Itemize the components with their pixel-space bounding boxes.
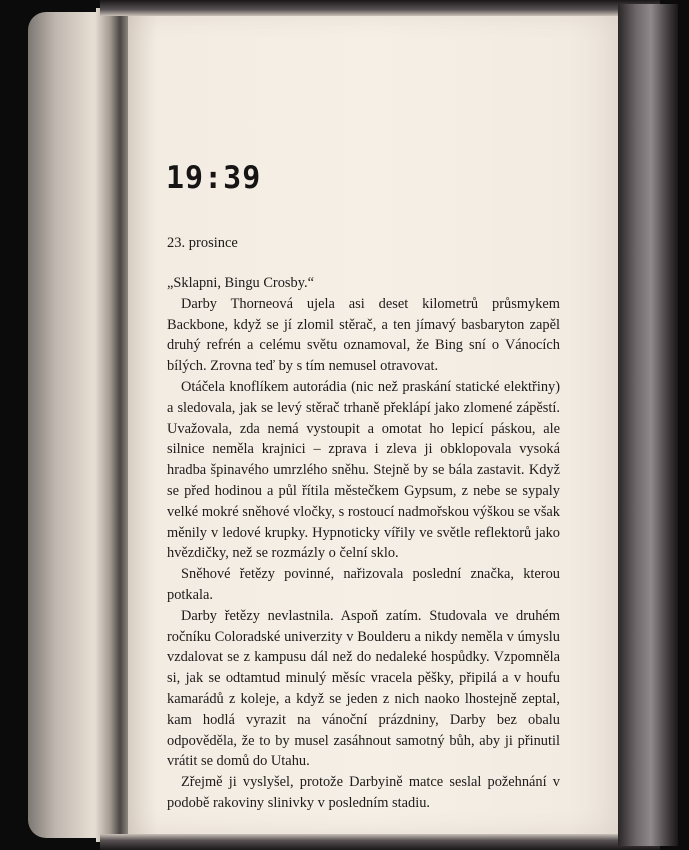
chapter-time-heading: 19:39 (166, 159, 262, 197)
page-stack-right (618, 4, 678, 846)
chapter-date: 23. prosince (167, 235, 238, 251)
paragraph: „Sklapni, Bingu Crosby.“ (167, 275, 314, 291)
paragraph: Otáčela knoflíkem autorádia (nic než praskání statické elektřiny) a sledovala, jak se levý stěrač trhaně překlápí jako zlomené zápěstí. Uvažovala, zda nemá vystoupit a omotat ho lepicí páskou, ale silnice neměla krajnici – zprava i zleva ji obklopovala vysoká hradba špinavého umrzlého sněhu. Stejně by se bála zastavit. Když se před hodinou a půl řítila městečkem Gypsum, z nebe se sypaly velké mokré sněhové vločky, s rostoucí nadmořskou výškou se však měnily v ledové krupky. Hypnoticky vířily ve světle reflektorů jako hvězdičky, než se rozmázly o čelní sklo. (167, 378, 560, 562)
paragraph: Darby Thorneová ujela asi deset kilometrů průsmykem Backbone, když se jí zlomil stěrač, a ten jímavý basbaryton zapěl druhý refrén a celému světu oznamoval, že Bing sní o Vánocích bílých. Zrovna teď by s tím nemusel otravovat. (167, 295, 560, 375)
chapter-body (167, 273, 560, 814)
paragraph: Zřejmě ji vyslyšel, protože Darbyině matce seslal požehnání v podobě rakoviny slinivky v posledním stadiu. (167, 774, 560, 811)
page-stack-bottom (100, 834, 660, 850)
page-stack-top (100, 0, 660, 16)
paragraph: Darby řetězy nevlastnila. Aspoň zatím. Studovala ve druhém ročníku Coloradské univerzity v Boulderu a nikdy neměla v úmyslu vzdalovat se z kampusu dál než do nedaleké hospůdky. Vzpomněla si, jak se odtamtud minulý měsíc vracela pěšky, připilá a v houfu kamarádů z koleje, a když se jeden z nich naoko lhostejně zeptal, kam hodlá vyrazit na vánoční prázdniny, Darby bez obalu odpověděla, že to by musel zasáhnout samotný bůh, aby ji přinutil vrátit se domů do Utahu. (167, 607, 560, 770)
paragraph: Sněhové řetězy povinné, nařizovala poslední značka, kterou potkala. (167, 566, 560, 603)
